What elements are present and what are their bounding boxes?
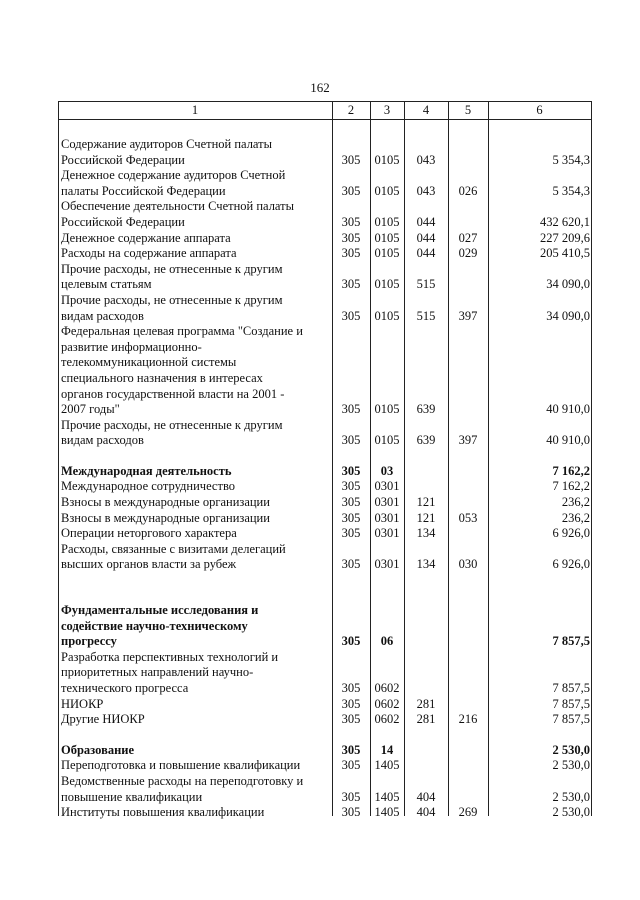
cell-c2: 305 — [341, 479, 361, 494]
description-line: Расходы на содержание аппарата — [61, 246, 237, 261]
cell-c6: 2 530,0 — [552, 758, 590, 773]
cell-c5: 397 — [458, 308, 478, 323]
spacer-row — [58, 449, 592, 464]
description-line: Ведомственные расходы на переподготовку и — [61, 773, 304, 788]
header-col-5: 5 — [464, 103, 472, 117]
cell-c2: 305 — [341, 433, 361, 448]
table-row — [58, 603, 592, 650]
description-line: прогрессу — [61, 634, 117, 649]
cell-c3: 0105 — [374, 308, 400, 323]
description-line: Взносы в международные организации — [61, 495, 270, 510]
table-row — [58, 697, 592, 713]
cell-c6: 2 530,0 — [552, 742, 590, 757]
table-row — [58, 526, 592, 542]
row-description — [61, 324, 331, 418]
description-line: Образование — [61, 742, 135, 757]
cell-c3: 0602 — [374, 712, 400, 727]
table-row — [58, 650, 592, 697]
cell-c4: 639 — [416, 402, 436, 417]
cell-c5: 030 — [458, 557, 478, 572]
row-description — [61, 650, 331, 697]
cell-c3: 0301 — [374, 526, 400, 541]
cell-c3: 0105 — [374, 277, 400, 292]
cell-c6: 7 857,5 — [552, 634, 590, 649]
cell-c6: 40 910,0 — [546, 402, 590, 417]
table-row — [58, 712, 592, 728]
row-description — [61, 168, 331, 199]
description-line: Содержание аудиторов Счетной палаты — [61, 137, 273, 151]
cell-c3: 0602 — [374, 681, 400, 695]
cell-c3: 0301 — [374, 557, 400, 572]
cell-c5: 053 — [458, 510, 478, 525]
cell-c4: 515 — [416, 277, 436, 292]
table-row — [58, 464, 592, 480]
row-description — [61, 712, 331, 728]
description-line: видам расходов — [61, 308, 144, 323]
cell-c2: 305 — [341, 526, 361, 541]
description-line: Денежное содержание аудиторов Счетной — [61, 168, 286, 183]
cell-c3: 14 — [380, 742, 394, 757]
description-line: Международная деятельность — [61, 463, 232, 478]
description-line: высших органов власти за рубеж — [61, 557, 237, 572]
table-row — [58, 324, 592, 418]
cell-c3: 0105 — [374, 152, 400, 167]
cell-c2: 305 — [341, 246, 361, 261]
description-line: технического прогресса — [61, 681, 189, 695]
cell-c6: 7 857,5 — [552, 696, 590, 711]
table-header — [58, 101, 592, 120]
cell-c6: 5 354,3 — [552, 183, 590, 198]
cell-c4: 134 — [416, 557, 436, 572]
cell-c6: 7 857,5 — [552, 681, 590, 695]
cell-c5: 269 — [458, 805, 478, 820]
table-row — [58, 758, 592, 774]
spacer-row — [58, 588, 592, 603]
cell-c2: 305 — [341, 402, 361, 417]
row-description — [61, 603, 331, 650]
description-line: Расходы, связанные с визитами делегаций — [61, 541, 286, 556]
description-line: целевым статьям — [61, 277, 152, 292]
cell-c6: 7 857,5 — [552, 712, 590, 727]
cell-c2: 305 — [341, 712, 361, 727]
cell-c2: 305 — [341, 152, 361, 167]
cell-c4: 404 — [416, 789, 436, 804]
cell-c2: 305 — [341, 495, 361, 510]
cell-c2: 305 — [341, 742, 361, 757]
description-line: Разработка перспективных технологий и — [61, 649, 279, 664]
row-description — [61, 526, 331, 542]
row-description — [61, 464, 331, 480]
cell-c3: 0105 — [374, 214, 400, 229]
row-description — [61, 293, 331, 324]
description-line: 2007 годы" — [61, 402, 120, 417]
row-description — [61, 805, 331, 821]
cell-c4: 044 — [416, 214, 436, 229]
cell-c4: 281 — [416, 712, 436, 727]
budget-table — [58, 101, 592, 821]
cell-c2: 305 — [341, 230, 361, 245]
cell-c6: 7 162,2 — [552, 463, 590, 478]
description-line: Обеспечение деятельности Счетной палаты — [61, 199, 295, 214]
cell-c3: 0301 — [374, 495, 400, 510]
description-line: Другие НИОКР — [61, 712, 145, 727]
cell-c3: 0105 — [374, 183, 400, 198]
cell-c6: 7 162,2 — [552, 479, 590, 494]
description-line: Переподготовка и повышение квалификации — [61, 758, 301, 773]
description-line: Прочие расходы, не отнесенные к другим — [61, 292, 283, 307]
cell-c3: 0301 — [374, 510, 400, 525]
table-row — [58, 262, 592, 293]
description-line: Операции неторгового характера — [61, 526, 237, 541]
page-number: 162 — [310, 80, 330, 95]
cell-c3: 0105 — [374, 433, 400, 448]
description-line: Российской Федерации — [61, 214, 185, 229]
cell-c2: 305 — [341, 214, 361, 229]
cell-c3: 06 — [380, 634, 394, 649]
table-row — [58, 479, 592, 495]
cell-c5: 026 — [458, 183, 478, 198]
description-line: содействие научно-техническому — [61, 618, 248, 633]
cell-c6: 5 354,3 — [552, 152, 590, 167]
cell-c6: 6 926,0 — [552, 557, 590, 572]
table-row — [58, 137, 592, 168]
table-row — [58, 418, 592, 449]
header-col-4: 4 — [422, 103, 430, 117]
cell-c6: 236,2 — [561, 495, 590, 510]
row-description — [61, 246, 331, 262]
description-line: палаты Российской Федерации — [61, 183, 226, 198]
cell-c2: 305 — [341, 308, 361, 323]
cell-c6: 205 410,5 — [540, 246, 590, 261]
row-description — [61, 199, 331, 230]
cell-c3: 0301 — [374, 479, 400, 494]
cell-c4: 044 — [416, 246, 436, 261]
description-line: органов государственной власти на 2001 - — [61, 386, 285, 401]
table-row — [58, 774, 592, 805]
cell-c4: 044 — [416, 230, 436, 245]
cell-c2: 305 — [341, 805, 361, 820]
description-line: развитие информационно- — [61, 339, 202, 354]
cell-c4: 639 — [416, 433, 436, 448]
spacer-row — [58, 573, 592, 588]
cell-c6: 236,2 — [561, 510, 590, 525]
cell-c2: 305 — [341, 510, 361, 525]
cell-c3: 1405 — [374, 758, 400, 773]
table-row — [58, 495, 592, 511]
cell-c6: 2 530,0 — [552, 789, 590, 804]
cell-c6: 6 926,0 — [552, 526, 590, 541]
cell-c5: 029 — [458, 246, 478, 261]
cell-c2: 305 — [341, 277, 361, 292]
description-line: повышение квалификации — [61, 789, 203, 804]
cell-c4: 515 — [416, 308, 436, 323]
cell-c2: 305 — [341, 183, 361, 198]
cell-c6: 2 530,0 — [552, 805, 590, 820]
table-row — [58, 743, 592, 759]
cell-c6: 40 910,0 — [546, 433, 590, 448]
cell-c6: 34 090,0 — [546, 308, 590, 323]
description-line: Российской Федерации — [61, 152, 185, 167]
table-row — [58, 293, 592, 324]
table-row — [58, 231, 592, 247]
table-row — [58, 542, 592, 573]
cell-c4: 281 — [416, 696, 436, 711]
cell-c4: 043 — [416, 152, 436, 167]
table-row — [58, 199, 592, 230]
cell-c2: 305 — [341, 758, 361, 773]
row-description — [61, 697, 331, 713]
row-description — [61, 542, 331, 573]
row-description — [61, 774, 331, 805]
cell-c5: 397 — [458, 433, 478, 448]
row-description — [61, 137, 331, 168]
cell-c2: 305 — [341, 696, 361, 711]
header-col-3: 3 — [383, 103, 391, 117]
description-line: телекоммуникационной системы — [61, 355, 237, 370]
description-line: НИОКР — [61, 696, 104, 711]
cell-c6: 227 209,6 — [540, 230, 590, 245]
cell-c3: 0105 — [374, 402, 400, 417]
cell-c4: 404 — [416, 805, 436, 820]
cell-c2: 305 — [341, 463, 361, 478]
table-body — [58, 120, 592, 821]
header-col-6: 6 — [536, 103, 543, 117]
description-line: приоритетных направлений научно- — [61, 665, 254, 680]
cell-c4: 121 — [416, 510, 436, 525]
cell-c3: 0105 — [374, 246, 400, 261]
row-description — [61, 743, 331, 759]
description-line: Прочие расходы, не отнесенные к другим — [61, 261, 283, 276]
description-line: Взносы в международные организации — [61, 510, 270, 525]
row-description — [61, 231, 331, 247]
cell-c3: 03 — [380, 463, 394, 478]
cell-c5: 216 — [458, 712, 478, 727]
table-row — [58, 168, 592, 199]
cell-c3: 1405 — [374, 789, 400, 804]
cell-c2: 305 — [341, 557, 361, 572]
description-line: Денежное содержание аппарата — [61, 230, 231, 245]
row-description — [61, 262, 331, 293]
header-col-2: 2 — [347, 103, 355, 117]
cell-c3: 0602 — [374, 696, 400, 711]
cell-c4: 134 — [416, 526, 436, 541]
cell-c4: 043 — [416, 183, 436, 198]
description-line: Прочие расходы, не отнесенные к другим — [61, 417, 283, 432]
cell-c3: 0105 — [374, 230, 400, 245]
row-description — [61, 758, 331, 774]
description-line: Международное сотрудничество — [61, 479, 236, 494]
header-col-1: 1 — [191, 103, 199, 117]
table-row — [58, 511, 592, 527]
cell-c2: 305 — [341, 681, 361, 695]
row-description — [61, 495, 331, 511]
description-line: Институты повышения квалификации — [61, 805, 265, 820]
row-description — [61, 479, 331, 495]
description-line: специального назначения в интересах — [61, 370, 263, 385]
table-row — [58, 246, 592, 262]
cell-c4: 121 — [416, 495, 436, 510]
cell-c6: 432 620,1 — [540, 214, 590, 229]
description-line: видам расходов — [61, 433, 144, 448]
cell-c2: 305 — [341, 634, 361, 649]
cell-c2: 305 — [341, 789, 361, 804]
row-description — [61, 418, 331, 449]
cell-c6: 34 090,0 — [546, 277, 590, 292]
row-description — [61, 511, 331, 527]
description-line: Федеральная целевая программа "Создание и — [61, 324, 303, 339]
cell-c5: 027 — [458, 230, 478, 245]
table-row — [58, 805, 592, 821]
cell-c3: 1405 — [374, 805, 400, 820]
spacer-row — [58, 728, 592, 743]
description-line: Фундаментальные исследования и — [61, 603, 259, 618]
